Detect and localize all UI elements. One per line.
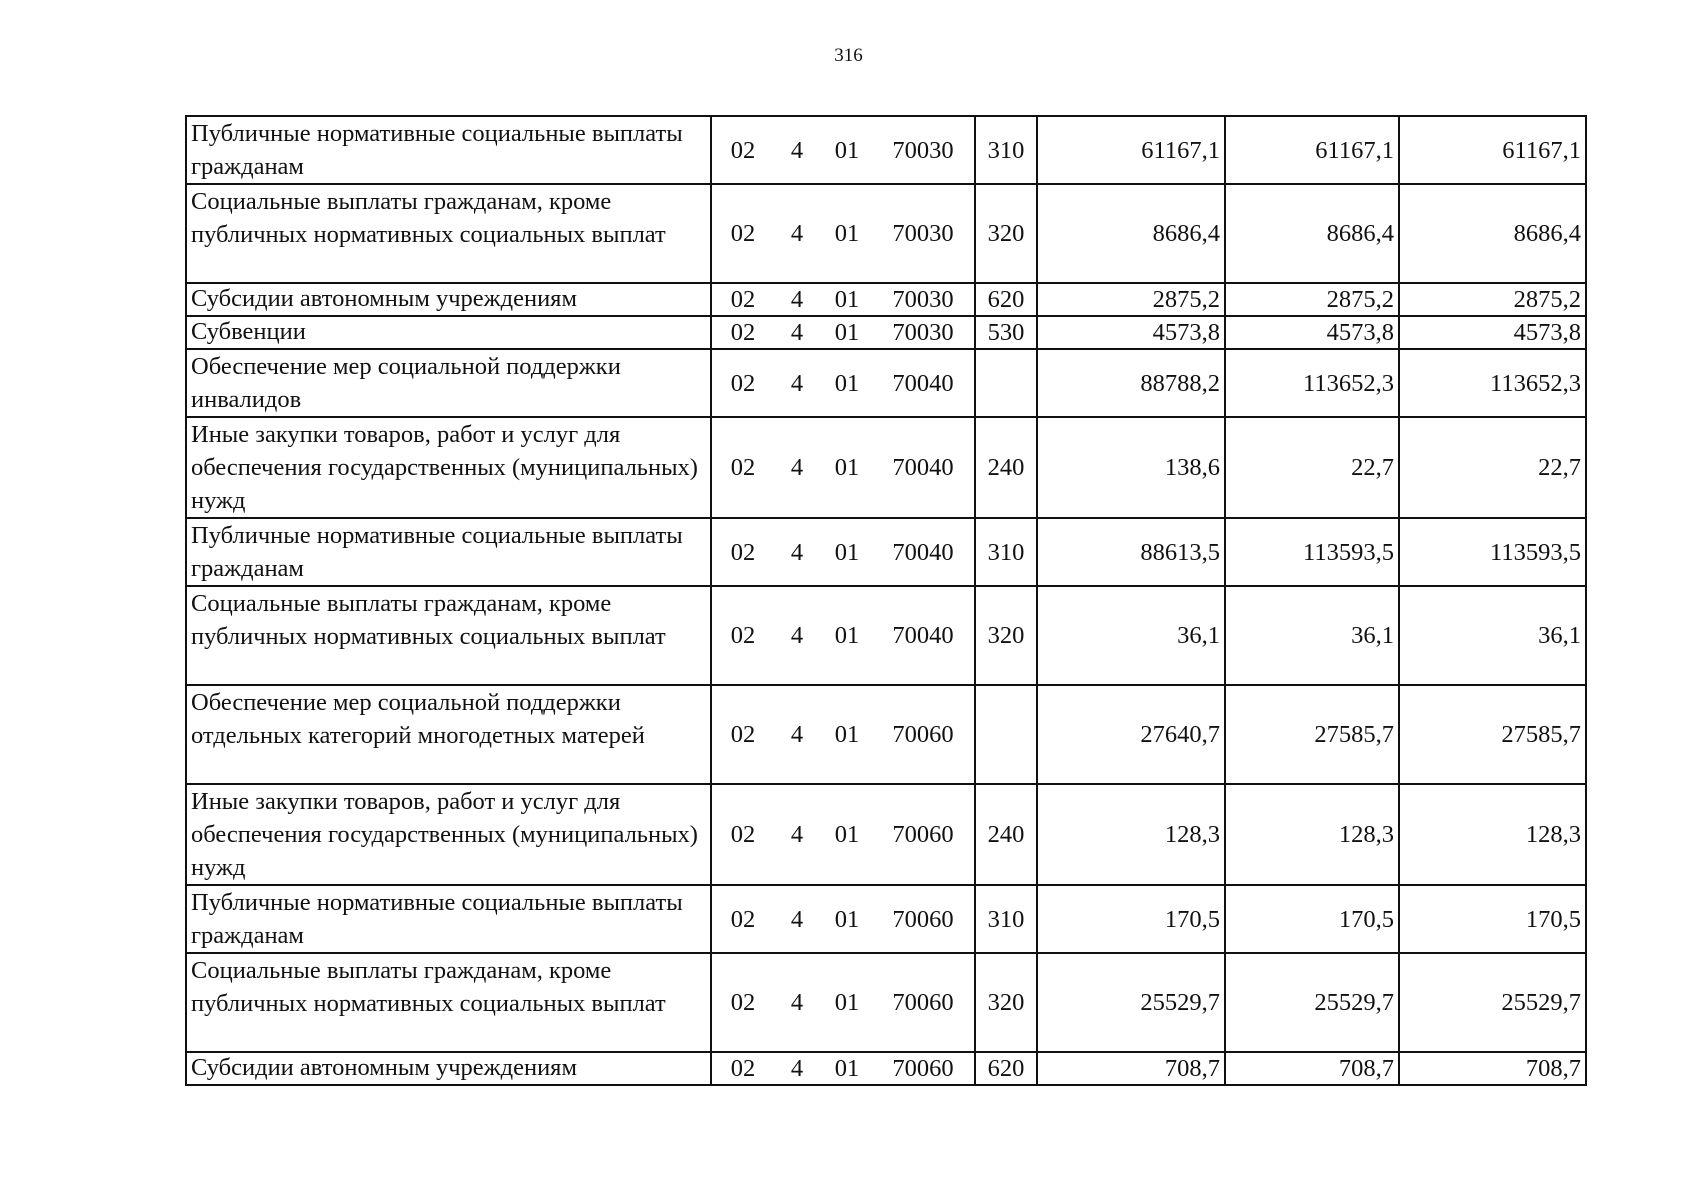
table-row [186, 1052, 1586, 1085]
value-1: 708,7 [1037, 1052, 1225, 1085]
row-name: Субсидии автономным учреждениям [186, 1052, 711, 1085]
code-chapter: 02 [730, 989, 756, 1016]
code-cell [711, 586, 975, 685]
value-3: 113593,5 [1399, 518, 1586, 586]
code-cell [711, 953, 975, 1052]
table-row [186, 518, 1586, 586]
row-name: Иные закупки товаров, работ и услуг для обеспечения государственных (муниципальных) нужд [186, 417, 711, 518]
code-cell [711, 1052, 975, 1085]
expense-type: 320 [975, 953, 1037, 1052]
value-1: 138,6 [1037, 417, 1225, 518]
value-2: 113652,3 [1225, 349, 1399, 417]
value-3: 27585,7 [1399, 685, 1586, 784]
row-name: Субвенции [186, 316, 711, 349]
value-3: 113652,3 [1399, 349, 1586, 417]
expense-type: 240 [975, 417, 1037, 518]
expense-type: 620 [975, 283, 1037, 316]
code-program: 4 [790, 821, 804, 848]
value-3: 4573,8 [1399, 316, 1586, 349]
code-subprogram: 01 [834, 1054, 860, 1082]
table-row [186, 349, 1586, 417]
value-3: 61167,1 [1399, 116, 1586, 184]
table-row [186, 685, 1586, 784]
row-name: Иные закупки товаров, работ и услуг для обеспечения государственных (муниципальных) нужд [186, 784, 711, 885]
code-program: 4 [790, 622, 804, 649]
code-subprogram: 01 [834, 369, 860, 397]
expense-type: 310 [975, 885, 1037, 953]
code-program: 4 [790, 369, 804, 397]
value-1: 88613,5 [1037, 518, 1225, 586]
row-name: Социальные выплаты гражданам, кроме публичных нормативных социальных выплат [186, 184, 711, 283]
code-cell [711, 283, 975, 316]
code-chapter: 02 [730, 821, 756, 848]
value-2: 113593,5 [1225, 518, 1399, 586]
value-2: 27585,7 [1225, 685, 1399, 784]
expense-type: 310 [975, 518, 1037, 586]
value-2: 708,7 [1225, 1052, 1399, 1085]
code-cell [711, 184, 975, 283]
value-1: 61167,1 [1037, 116, 1225, 184]
code-subprogram: 01 [834, 454, 860, 481]
value-1: 25529,7 [1037, 953, 1225, 1052]
code-subprogram: 01 [834, 136, 860, 164]
code-subprogram: 01 [834, 285, 860, 313]
row-name: Обеспечение мер социальной поддержки инвалидов [186, 349, 711, 417]
code-chapter: 02 [730, 905, 756, 933]
table-row [186, 283, 1586, 316]
code-direction: 70030 [892, 318, 954, 346]
code-cell [711, 316, 975, 349]
row-name: Публичные нормативные социальные выплаты гражданам [186, 518, 711, 586]
code-cell [711, 349, 975, 417]
value-2: 128,3 [1225, 784, 1399, 885]
table-row [186, 316, 1586, 349]
code-direction: 70060 [892, 821, 954, 848]
value-2: 22,7 [1225, 417, 1399, 518]
code-subprogram: 01 [834, 538, 860, 566]
code-direction: 70040 [892, 369, 954, 397]
value-2: 36,1 [1225, 586, 1399, 685]
expense-type: 620 [975, 1052, 1037, 1085]
expense-type: 320 [975, 586, 1037, 685]
code-subprogram: 01 [834, 318, 860, 346]
code-cell [711, 417, 975, 518]
value-3: 128,3 [1399, 784, 1586, 885]
code-program: 4 [790, 454, 804, 481]
code-direction: 70030 [892, 136, 954, 164]
code-chapter: 02 [730, 136, 756, 164]
code-program: 4 [790, 538, 804, 566]
code-cell [711, 116, 975, 184]
code-direction: 70040 [892, 622, 954, 649]
code-subprogram: 01 [834, 220, 860, 247]
code-chapter: 02 [730, 721, 756, 748]
code-chapter: 02 [730, 538, 756, 566]
code-program: 4 [790, 1054, 804, 1082]
code-cell [711, 685, 975, 784]
value-2: 4573,8 [1225, 316, 1399, 349]
code-subprogram: 01 [834, 821, 860, 848]
table-row [186, 784, 1586, 885]
row-name: Социальные выплаты гражданам, кроме публичных нормативных социальных выплат [186, 953, 711, 1052]
value-3: 170,5 [1399, 885, 1586, 953]
code-cell [711, 885, 975, 953]
value-2: 25529,7 [1225, 953, 1399, 1052]
code-direction: 70030 [892, 220, 954, 247]
row-name: Публичные нормативные социальные выплаты гражданам [186, 885, 711, 953]
value-3: 708,7 [1399, 1052, 1586, 1085]
code-program: 4 [790, 136, 804, 164]
value-1: 170,5 [1037, 885, 1225, 953]
code-subprogram: 01 [834, 622, 860, 649]
code-cell [711, 784, 975, 885]
code-chapter: 02 [730, 454, 756, 481]
value-1: 36,1 [1037, 586, 1225, 685]
value-3: 25529,7 [1399, 953, 1586, 1052]
code-chapter: 02 [730, 285, 756, 313]
table-row [186, 586, 1586, 685]
value-1: 88788,2 [1037, 349, 1225, 417]
code-program: 4 [790, 220, 804, 247]
value-1: 2875,2 [1037, 283, 1225, 316]
code-chapter: 02 [730, 369, 756, 397]
code-cell [711, 518, 975, 586]
value-1: 128,3 [1037, 784, 1225, 885]
code-direction: 70060 [892, 989, 954, 1016]
expense-type [975, 685, 1037, 784]
expense-type: 310 [975, 116, 1037, 184]
value-3: 8686,4 [1399, 184, 1586, 283]
page-number: 316 [834, 45, 863, 66]
code-direction: 70060 [892, 905, 954, 933]
table-row [186, 116, 1586, 184]
table-row [186, 953, 1586, 1052]
value-2: 2875,2 [1225, 283, 1399, 316]
code-chapter: 02 [730, 318, 756, 346]
row-name: Публичные нормативные социальные выплаты гражданам [186, 116, 711, 184]
code-direction: 70040 [892, 538, 954, 566]
code-direction: 70060 [892, 721, 954, 748]
code-direction: 70030 [892, 285, 954, 313]
expense-type [975, 349, 1037, 417]
table-row [186, 885, 1586, 953]
value-1: 4573,8 [1037, 316, 1225, 349]
value-1: 8686,4 [1037, 184, 1225, 283]
expense-type: 320 [975, 184, 1037, 283]
row-name: Обеспечение мер социальной поддержки отдельных категорий многодетных матерей [186, 685, 711, 784]
expense-type: 530 [975, 316, 1037, 349]
budget-table [185, 115, 1587, 1086]
expense-type: 240 [975, 784, 1037, 885]
value-2: 8686,4 [1225, 184, 1399, 283]
code-chapter: 02 [730, 1054, 756, 1082]
table-row [186, 184, 1586, 283]
code-subprogram: 01 [834, 721, 860, 748]
code-program: 4 [790, 721, 804, 748]
value-3: 2875,2 [1399, 283, 1586, 316]
code-chapter: 02 [730, 622, 756, 649]
code-chapter: 02 [730, 220, 756, 247]
value-3: 36,1 [1399, 586, 1586, 685]
code-program: 4 [790, 285, 804, 313]
code-program: 4 [790, 989, 804, 1016]
code-direction: 70060 [892, 1054, 954, 1082]
code-program: 4 [790, 318, 804, 346]
row-name: Субсидии автономным учреждениям [186, 283, 711, 316]
code-program: 4 [790, 905, 804, 933]
row-name: Социальные выплаты гражданам, кроме публичных нормативных социальных выплат [186, 586, 711, 685]
value-2: 170,5 [1225, 885, 1399, 953]
value-1: 27640,7 [1037, 685, 1225, 784]
code-direction: 70040 [892, 454, 954, 481]
code-subprogram: 01 [834, 905, 860, 933]
code-subprogram: 01 [834, 989, 860, 1016]
value-2: 61167,1 [1225, 116, 1399, 184]
value-3: 22,7 [1399, 417, 1586, 518]
table-row [186, 417, 1586, 518]
